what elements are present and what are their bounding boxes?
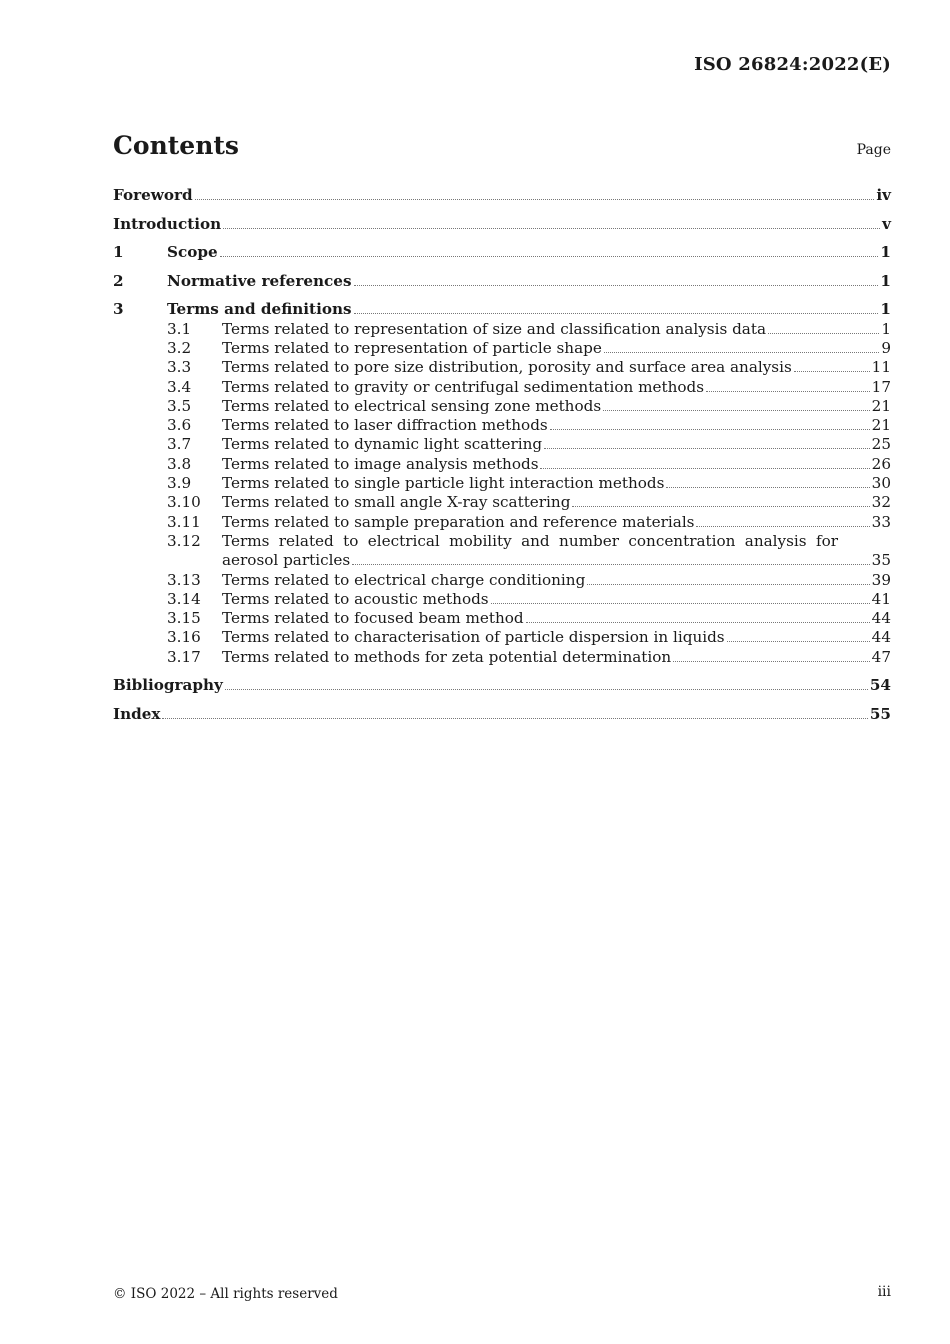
toc-entry-number: 3.11 — [167, 512, 201, 531]
toc-entry-title: Bibliography — [113, 676, 223, 695]
toc-entry-title-line1: Terms related to electrical mobility and number concentration analysis for — [222, 531, 838, 550]
toc-entry-number: 3.14 — [167, 589, 201, 608]
toc-entry-title: Normative references — [167, 271, 352, 290]
dot-leader — [587, 584, 869, 585]
toc-entry-number: 3.10 — [167, 493, 201, 512]
dot-leader — [603, 410, 870, 411]
dot-leader — [223, 228, 880, 229]
toc-entry-number: 3.16 — [167, 628, 201, 647]
toc-entry-title: Terms related to methods for zeta potential determination — [222, 647, 672, 666]
toc-entry-number: 3.6 — [167, 416, 192, 435]
toc-entry-title: Terms related to acoustic methods — [222, 589, 489, 608]
toc-entry-number: 3.4 — [167, 377, 192, 396]
toc-entry-number: 3.9 — [167, 474, 192, 493]
toc-subentry-3-5[interactable] — [113, 397, 891, 416]
dot-leader — [727, 641, 870, 642]
toc-subentry-3-2[interactable] — [113, 339, 891, 358]
page-number: iii — [877, 1284, 891, 1300]
dot-leader — [544, 448, 870, 449]
toc-subentry-3-7[interactable] — [113, 435, 891, 454]
toc-entry-page: 21 — [871, 396, 891, 415]
dot-leader — [195, 199, 875, 200]
toc-entry-page: 30 — [871, 474, 891, 493]
toc-entry-page: 1 — [881, 319, 891, 338]
dot-leader — [352, 564, 869, 565]
toc-entry-number: 3.8 — [167, 454, 192, 473]
toc-entry-page: 39 — [871, 570, 891, 589]
toc-entry-number: 3.5 — [167, 396, 192, 415]
toc-entry-title: Terms related to sample preparation and reference materials — [222, 512, 695, 531]
dot-leader — [666, 487, 869, 488]
toc-entry-title: Terms and definitions — [167, 300, 352, 319]
toc-entry-number: 3.13 — [167, 570, 201, 589]
toc-entry-page: 1 — [880, 300, 891, 319]
toc-subentry-3-6[interactable] — [113, 416, 891, 435]
toc-subentry-3-13[interactable] — [113, 571, 891, 590]
toc-entry-title: Foreword — [113, 186, 193, 204]
toc-entry-page: 1 — [880, 271, 891, 290]
dot-leader — [220, 256, 879, 257]
toc-entry-title-line2: aerosol particles — [222, 551, 351, 570]
toc-entry-title-line2-row — [222, 551, 891, 570]
toc-entry-page: 44 — [871, 609, 891, 628]
toc-entry-title: Terms related to electrical sensing zone methods — [222, 396, 602, 415]
toc-entry-terms-and-definitions[interactable] — [113, 300, 891, 319]
document-id: ISO 26824:2022(E) — [694, 54, 891, 75]
toc-entry-number: 3.12 — [167, 531, 201, 550]
dot-leader — [162, 718, 867, 719]
toc-entry-page: iv — [876, 186, 891, 204]
toc-entry-title: Terms related to single particle light interaction methods — [222, 474, 665, 493]
toc-subentry-3-1[interactable] — [113, 320, 891, 339]
dot-leader — [550, 429, 870, 430]
toc-subentry-3-8[interactable] — [113, 455, 891, 474]
toc-subentry-3-15[interactable] — [113, 609, 891, 628]
page-column-label: Page — [856, 142, 891, 158]
dot-leader — [604, 352, 879, 353]
toc-subentry-3-12[interactable] — [113, 532, 891, 571]
toc-entry-title: Terms related to laser diffraction methods — [222, 416, 548, 435]
toc-entry-page: 32 — [871, 493, 891, 512]
toc-entry-page: 11 — [871, 358, 891, 377]
toc-entry-title: Terms related to representation of size and classification analysis data — [222, 319, 766, 338]
toc-entry-number: 1 — [113, 243, 124, 262]
toc-entry-page: 25 — [871, 435, 891, 454]
dot-leader — [540, 468, 869, 469]
dot-leader — [696, 526, 869, 527]
table-of-contents — [113, 186, 891, 724]
toc-subentry-3-17[interactable] — [113, 648, 891, 667]
toc-entry-number: 3.17 — [167, 647, 201, 666]
toc-entry-page: 44 — [871, 628, 891, 647]
toc-entry-page: 9 — [881, 338, 891, 357]
toc-entry-introduction[interactable] — [113, 215, 891, 234]
dot-leader — [354, 285, 879, 286]
toc-entry-title: Introduction — [113, 214, 222, 233]
toc-subentry-3-14[interactable] — [113, 590, 891, 609]
toc-entry-page: 1 — [880, 243, 891, 262]
toc-entry-page: 21 — [871, 416, 891, 435]
toc-entry-title: Terms related to focused beam method — [222, 609, 524, 628]
toc-entry-page: 35 — [871, 551, 891, 570]
toc-entry-scope[interactable] — [113, 243, 891, 262]
toc-entry-title: Terms related to characterisation of particle dispersion in liquids — [222, 628, 725, 647]
toc-entry-title: Terms related to representation of particle shape — [222, 338, 602, 357]
toc-entry-number: 2 — [113, 271, 124, 290]
dot-leader — [768, 333, 879, 334]
toc-entry-number: 3 — [113, 300, 124, 319]
toc-entry-index[interactable] — [113, 705, 891, 724]
dot-leader — [673, 661, 870, 662]
dot-leader — [572, 506, 869, 507]
toc-entry-number: 3.15 — [167, 609, 201, 628]
toc-entry-number: 3.7 — [167, 435, 192, 454]
dot-leader — [526, 622, 870, 623]
dot-leader — [491, 603, 870, 604]
toc-entry-normative-references[interactable] — [113, 272, 891, 291]
toc-entry-page: 33 — [871, 512, 891, 531]
toc-entry-title: Index — [113, 704, 161, 723]
toc-entry-title: Terms related to gravity or centrifugal sedimentation methods — [222, 377, 705, 396]
toc-entry-page: 47 — [871, 647, 891, 666]
toc-subentry-3-9[interactable] — [113, 474, 891, 493]
toc-entry-bibliography[interactable] — [113, 676, 891, 695]
toc-entry-number: 3.2 — [167, 338, 192, 357]
toc-entry-title: Terms related to electrical charge conditioning — [222, 570, 586, 589]
toc-subentry-3-10[interactable] — [113, 493, 891, 512]
toc-entry-page: 54 — [869, 676, 891, 695]
toc-entry-title: Terms related to small angle X-ray scattering — [222, 493, 571, 512]
toc-entry-number: 3.3 — [167, 358, 192, 377]
toc-subentry-3-4[interactable] — [113, 378, 891, 397]
toc-entry-page: 26 — [871, 454, 891, 473]
contents-heading: Contents — [113, 131, 240, 160]
dot-leader — [706, 391, 870, 392]
toc-entry-page: v — [882, 214, 891, 233]
toc-subentry-3-16[interactable] — [113, 628, 891, 647]
toc-entry-title: Scope — [167, 243, 218, 262]
dot-leader — [354, 313, 879, 314]
toc-entry-title: Terms related to pore size distribution, porosity and surface area analysis — [222, 358, 792, 377]
toc-subentry-3-11[interactable] — [113, 513, 891, 532]
toc-entry-foreword[interactable] — [113, 186, 891, 205]
toc-subentry-3-3[interactable] — [113, 358, 891, 377]
toc-entry-page: 55 — [869, 704, 891, 723]
dot-leader — [225, 689, 868, 690]
toc-entry-title: Terms related to dynamic light scattering — [222, 435, 543, 454]
toc-entry-page: 17 — [871, 377, 891, 396]
toc-entry-number: 3.1 — [167, 319, 192, 338]
toc-entry-body — [222, 532, 891, 571]
dot-leader — [794, 371, 870, 372]
toc-entry-title: Terms related to image analysis methods — [222, 454, 539, 473]
copyright-notice: © ISO 2022 – All rights reserved — [113, 1286, 338, 1302]
toc-entry-page: 41 — [871, 589, 891, 608]
